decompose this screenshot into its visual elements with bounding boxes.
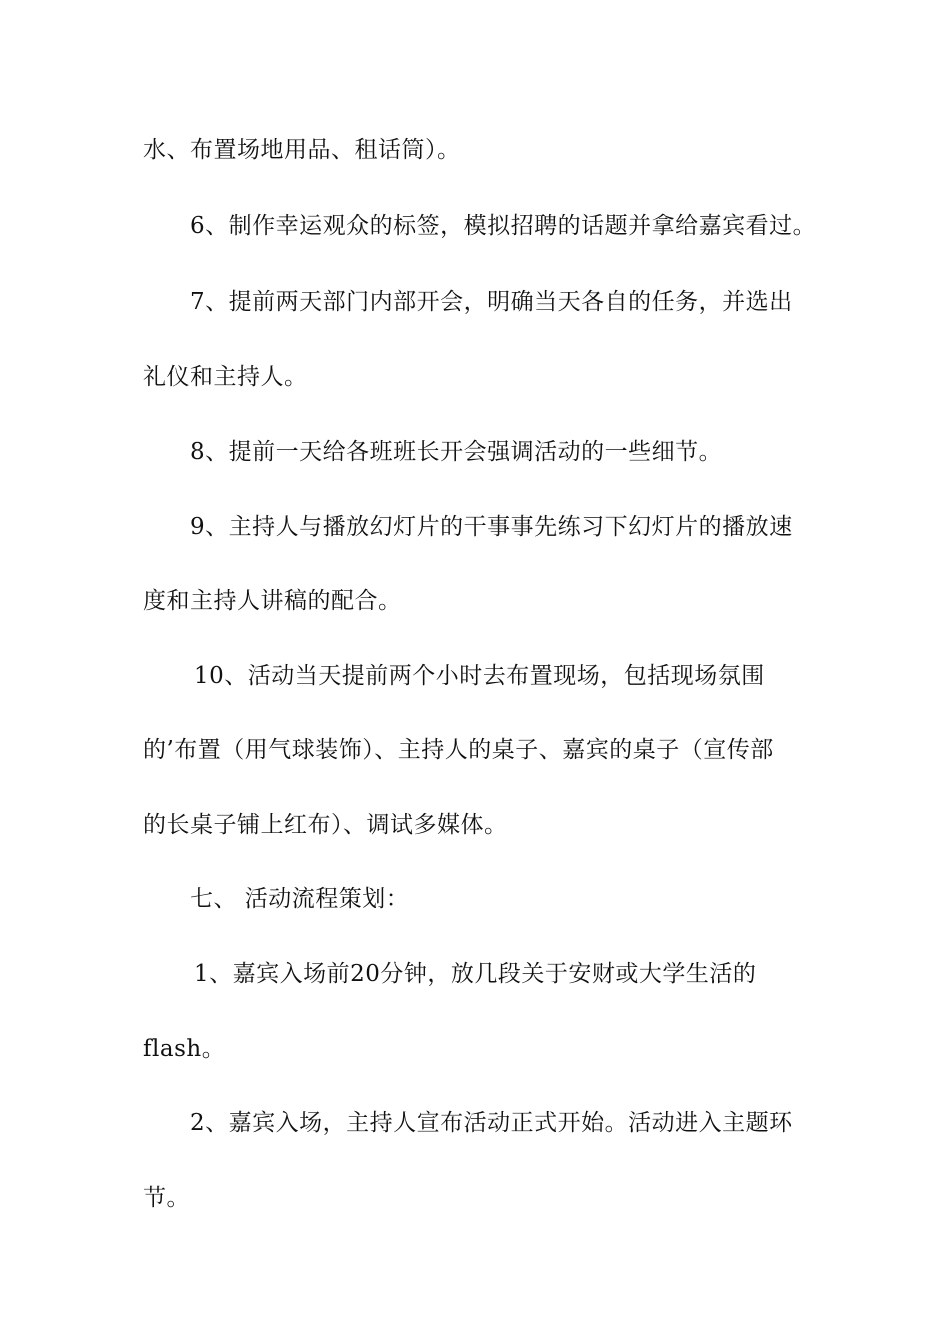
text-line: 的长桌子铺上红布）、调试多媒体。 — [143, 812, 508, 838]
section-heading: 七、 活动流程策划： — [190, 886, 410, 912]
text-line: 6、制作幸运观众的标签，模拟招聘的话题并拿给嘉宾看过。 — [190, 213, 817, 239]
text-line: 度和主持人讲稿的配合。 — [143, 588, 402, 614]
text-line: 的’布置（用气球装饰）、主持人的桌子、嘉宾的桌子（宣传部 — [143, 737, 774, 763]
text-line: flash。 — [143, 1036, 226, 1062]
text-line: 节。 — [143, 1185, 190, 1211]
text-line: 8、提前一天给各班班长开会强调活动的一些细节。 — [190, 439, 723, 465]
text-line: 10、活动当天提前两个小时去布置现场，包括现场氛围 — [194, 663, 765, 689]
text-line: 2、嘉宾入场，主持人宣布活动正式开始。活动进入主题环 — [190, 1110, 793, 1136]
text-line: 7、提前两天部门内部开会，明确当天各自的任务，并选出 — [190, 289, 793, 315]
text-line: 礼仪和主持人。 — [143, 364, 308, 390]
text-line: 水、布置场地用品、租话筒）。 — [143, 137, 461, 163]
text-line: 9、主持人与播放幻灯片的干事事先练习下幻灯片的播放速 — [190, 514, 793, 540]
text-line: 1、嘉宾入场前20分钟，放几段关于安财或大学生活的 — [194, 961, 757, 987]
